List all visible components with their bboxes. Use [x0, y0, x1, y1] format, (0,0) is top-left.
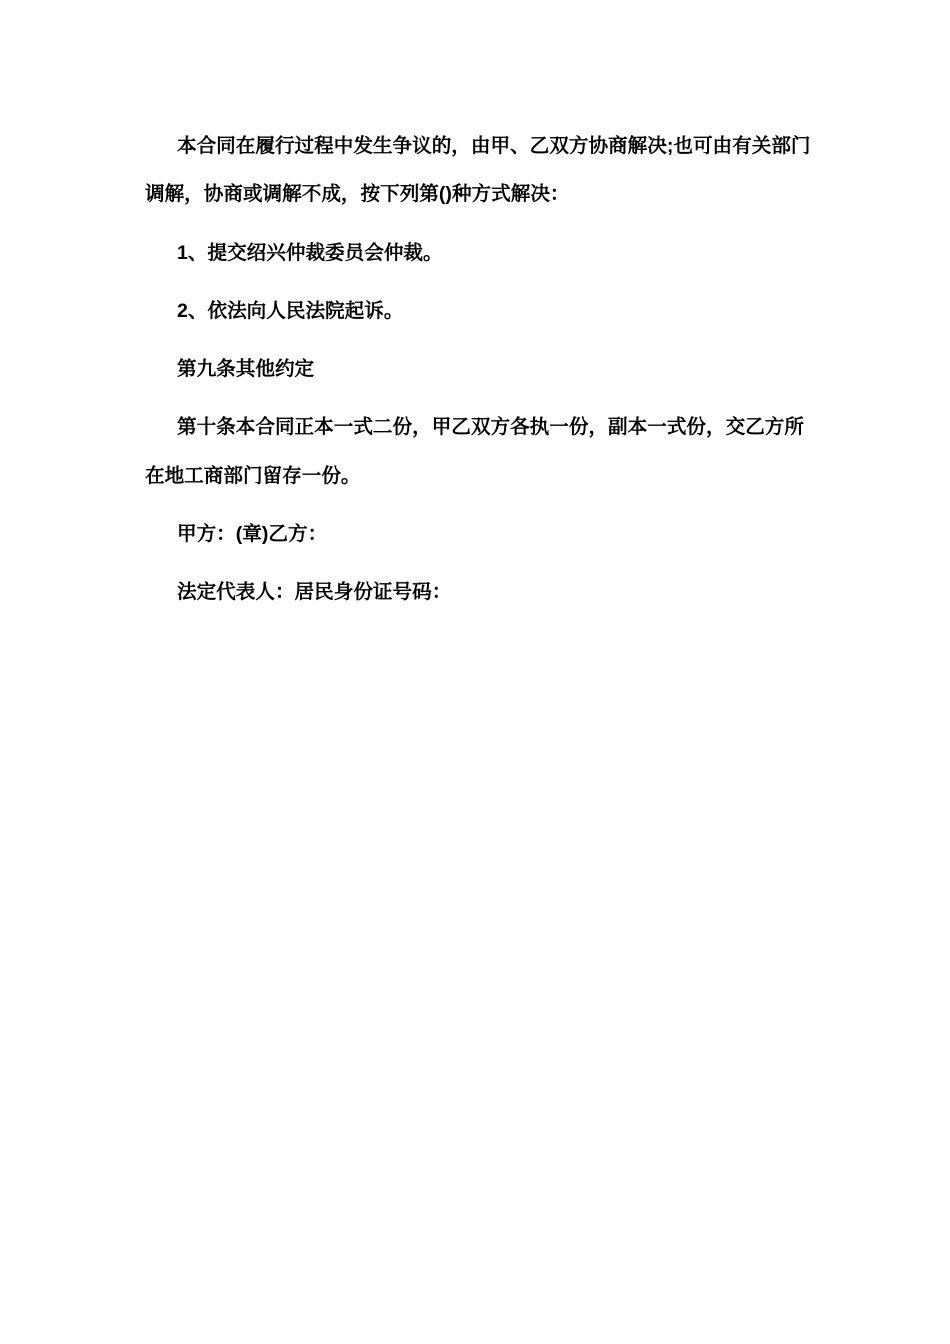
paragraph-court-option: [145, 287, 810, 335]
text-line: 本合同在履行过程中发生争议的，由甲、乙双方协商解决;也可由有关部门: [177, 135, 811, 157]
text-line: 在地工商部门留存一份。: [145, 464, 361, 487]
text-line: 调解，协商或调解不成，按下列第()种方式解决：: [145, 183, 570, 206]
paragraph-dispute-resolution: [145, 122, 810, 219]
text-line: 法定代表人：居民身份证号码：: [177, 581, 452, 604]
paragraph-arbitration-option: [145, 229, 810, 277]
paragraph-party-signatures: [145, 510, 810, 558]
text-line: 1、提交绍兴仲裁委员会仲裁。: [177, 241, 443, 264]
text-line: 甲方：(章)乙方：: [177, 523, 328, 546]
text-line: 第九条其他约定: [177, 358, 315, 381]
paragraph-article-ten: [145, 403, 810, 500]
text-line: 第十条本合同正本一式二份，甲乙双方各执一份，副本一式份，交乙方所: [177, 416, 804, 439]
paragraph-legal-representative: [145, 568, 810, 616]
paragraph-article-nine: [145, 345, 810, 393]
text-line: 2、依法向人民法院起诉。: [177, 299, 404, 322]
